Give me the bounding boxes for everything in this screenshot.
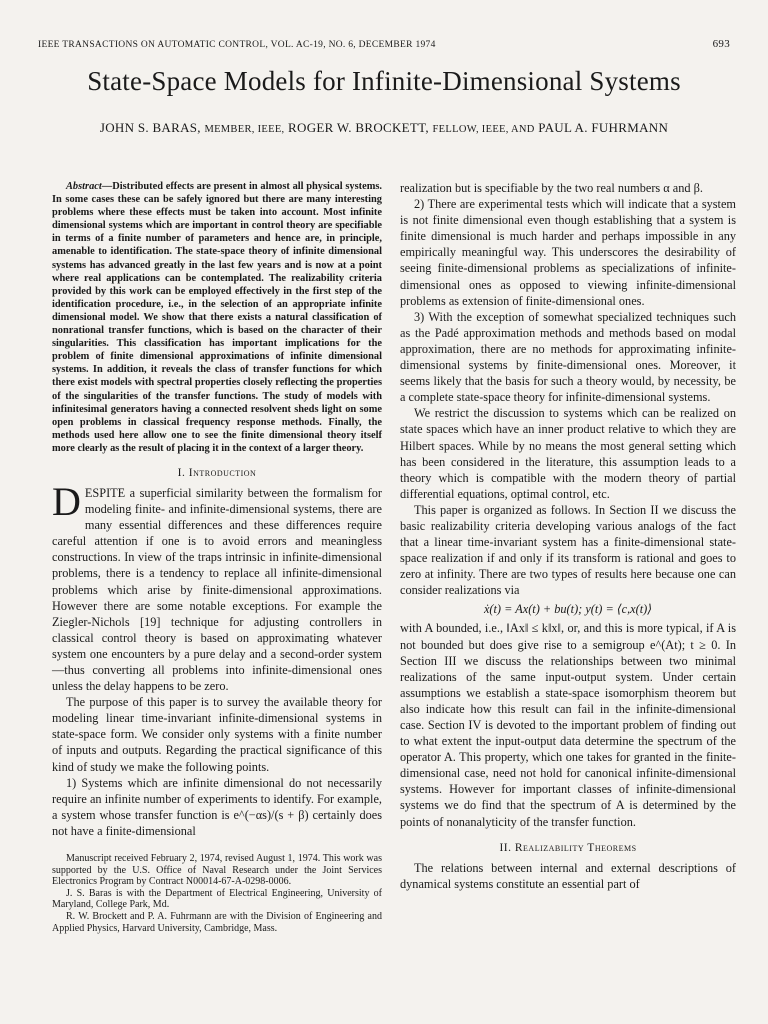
paragraph: realization but is specifiable by the two real numbers α and β.: [400, 181, 703, 195]
author-name: PAUL A. FUHRMANN: [538, 120, 669, 135]
paragraph: The relations between internal and external descriptions of dynamical systems constitute an essential part of: [400, 860, 736, 891]
footnote-baras: J. S. Baras is with the Department of Electrical Engineering, University of Maryland, College Park, Md.: [52, 887, 382, 911]
paragraph: with A bounded, i.e., ‖Ax‖ ≤ k‖x‖, or, and this is more typical, if A is not bounded but does give rise to a semigroup e^(At); t ≥ 0. In Section III we discuss the relationships between two minimal realizations of the same input-output system. Under certain assumptions we establish a state-space isomorphism theorem but also indicate how this result can fail in the infinite-dimensional case. Section IV is devoted to the important problem of finding out to what extent the input-output data determine the spectrum of the operator A. This property, which one takes for granted in the finite-dimensional case, need not hold for canonical infinite-dimensional systems. However for important classes of infinite-dimensional systems we do find that the spectrum of A is determined by the points of nonanalyticity of the transfer function.: [400, 621, 736, 829]
paragraph: This paper is organized as follows. In Section II we discuss the basic realizability criteria developing various analogs of the fact that a linear time-invariant system has a finite-dimensional state-space realization if and only if its transform is rational and goes to zero at infinity. There are two types of results here because one can consider realizations via: [400, 502, 736, 598]
state-equation: ẋ(t) = Ax(t) + bu(t); y(t) = ⟨c,x(t)⟩: [483, 602, 653, 617]
footnote-brockett-fuhrmann: R. W. Brockett and P. A. Fuhrmann are with the Division of Engineering and Applied Physics, Harvard University, Cambridge, Mass.: [52, 911, 382, 934]
author-membership: MEMBER, IEEE,: [204, 124, 285, 135]
paragraph: 2) There are experimental tests which will indicate that a system is not finite dimensional even though establishing that a system is finite dimensional is much harder and perhaps impossible in any empirically meaningful way. This underscores the desirability of seeing finite-dimensional problems as specializations of infinite-dimensional ones as opposed to viewing infinite-dimensional problems as extension of finite-dimensional ones.: [400, 197, 736, 308]
author-line: [0, 120, 768, 136]
footnote: [52, 853, 382, 934]
abstract-text: —Distributed effects are present in almost all physical systems. In some cases these can be safely ignored but there are many interesting problems where these effects must be taken into account. Most infinite dimensional systems which are important in control theory are specifiable in terms of a finite number of parameters and hence are, in principle, amenable to identification. The state-space theory of infinite dimensional systems has advanced greatly in the last few years and is now at a point where real applications can be contemplated. The realizability criteria provided by this work can be employed effectively in the first step of the identification procedure, i.e., in the selection of an appropriate infinite dimensional model. We show that there exists a natural classification of nonrational transfer functions, which is based on the character of their singularities. This classification has important implications for the problem of finite dimensional approximations of infinite dimensional systems. In addition, it reveals the class of transfer functions for which there exist models with spectral properties closely reflecting the properties of the singularities of the transfer functions. The study of models with infinitesimal generators having a connected resolvent sheds light on some open problems in classical frequency response methods. Finally, the methods used here allow one to see the finite dimensional theory itself more clearly as the result of placing it in the context of a larger theory.: [52, 181, 382, 454]
abstract-lead: Abstract: [66, 181, 102, 192]
author-name: ROGER W. BROCKETT,: [288, 120, 429, 135]
paragraph: We restrict the discussion to systems which can be realized on state spaces which have an inner product relative to which they are Hilbert spaces. While by no means the most general setting which has been considered in the literature, this assumption leads to a theory which is compatible with the modern theory of partial differential equations, optimal control, etc.: [400, 406, 736, 501]
abstract: [52, 180, 382, 455]
right-column: [400, 180, 736, 892]
paper-title: State-Space Models for Infinite-Dimensional Systems: [87, 66, 681, 96]
author-name: JOHN S. BARAS,: [99, 120, 201, 135]
page-number: 693: [712, 38, 730, 50]
paragraph-text: ESPITE a superficial similarity between the formalism for modeling finite- and infinite-dimensional systems, there are many essential differences and these differences require careful attention if one is to avoid errors and meaningless constructions. In view of the traps intrinsic in infinite-dimensional problems, there is a tendency to replace all infinite-dimensional problems which arise by finite-dimensional approximations. However there are some notable exceptions. For example the Ziegler-Nichols [19] technique for adjusting controllers in classical control theory is based on approximating whatever system one encounters by a pure delay and a second-order system—thus converting all problems into infinite-dimensional ones unless the delay happens to be zero.: [52, 485, 382, 694]
journal-line: IEEE TRANSACTIONS ON AUTOMATIC CONTROL, VOL. AC-19, NO. 6, DECEMBER 1974: [38, 40, 436, 50]
drop-cap: D: [52, 478, 81, 524]
left-column: [52, 180, 382, 934]
introduction-body: [52, 478, 382, 839]
running-head: [38, 38, 730, 54]
section-heading-realizability: II. Realizability Theorems: [499, 841, 637, 854]
footnote-manuscript: Manuscript received February 2, 1974, revised August 1, 1974. This work was supported by the U.S. Office of Naval Research under the Joint Services Electronics Program by Contract N00014-67-A-0298-0006.: [52, 853, 382, 888]
paragraph: [52, 478, 382, 694]
author-membership: FELLOW, IEEE, AND: [432, 124, 535, 135]
paragraph: The purpose of this paper is to survey the available theory for modeling linear time-invariant infinite-dimensional systems in state-space form. We consider only systems with a finite number of inputs and outputs. Regarding the practical significance of this kind of study we make the following points.: [52, 695, 382, 774]
section-heading-introduction: I. Introduction: [177, 466, 257, 479]
paragraph: 1) Systems which are infinite dimensional do not necessarily require an infinite number of experiments to identify. For example, a system whose transfer function is e^(−αs)/(s + β) certainly does not have a finite-dimensional: [52, 775, 382, 838]
paragraph: 3) With the exception of somewhat specialized techniques such as the Padé approximation methods and methods based on modal approximation, there are no methods for approximating infinite-dimensional systems by finite-dimensional ones. Moreover, it seems likely that the basis for such a theory would, by necessity, be a complete state-space theory for infinite-dimensional systems.: [400, 309, 736, 405]
